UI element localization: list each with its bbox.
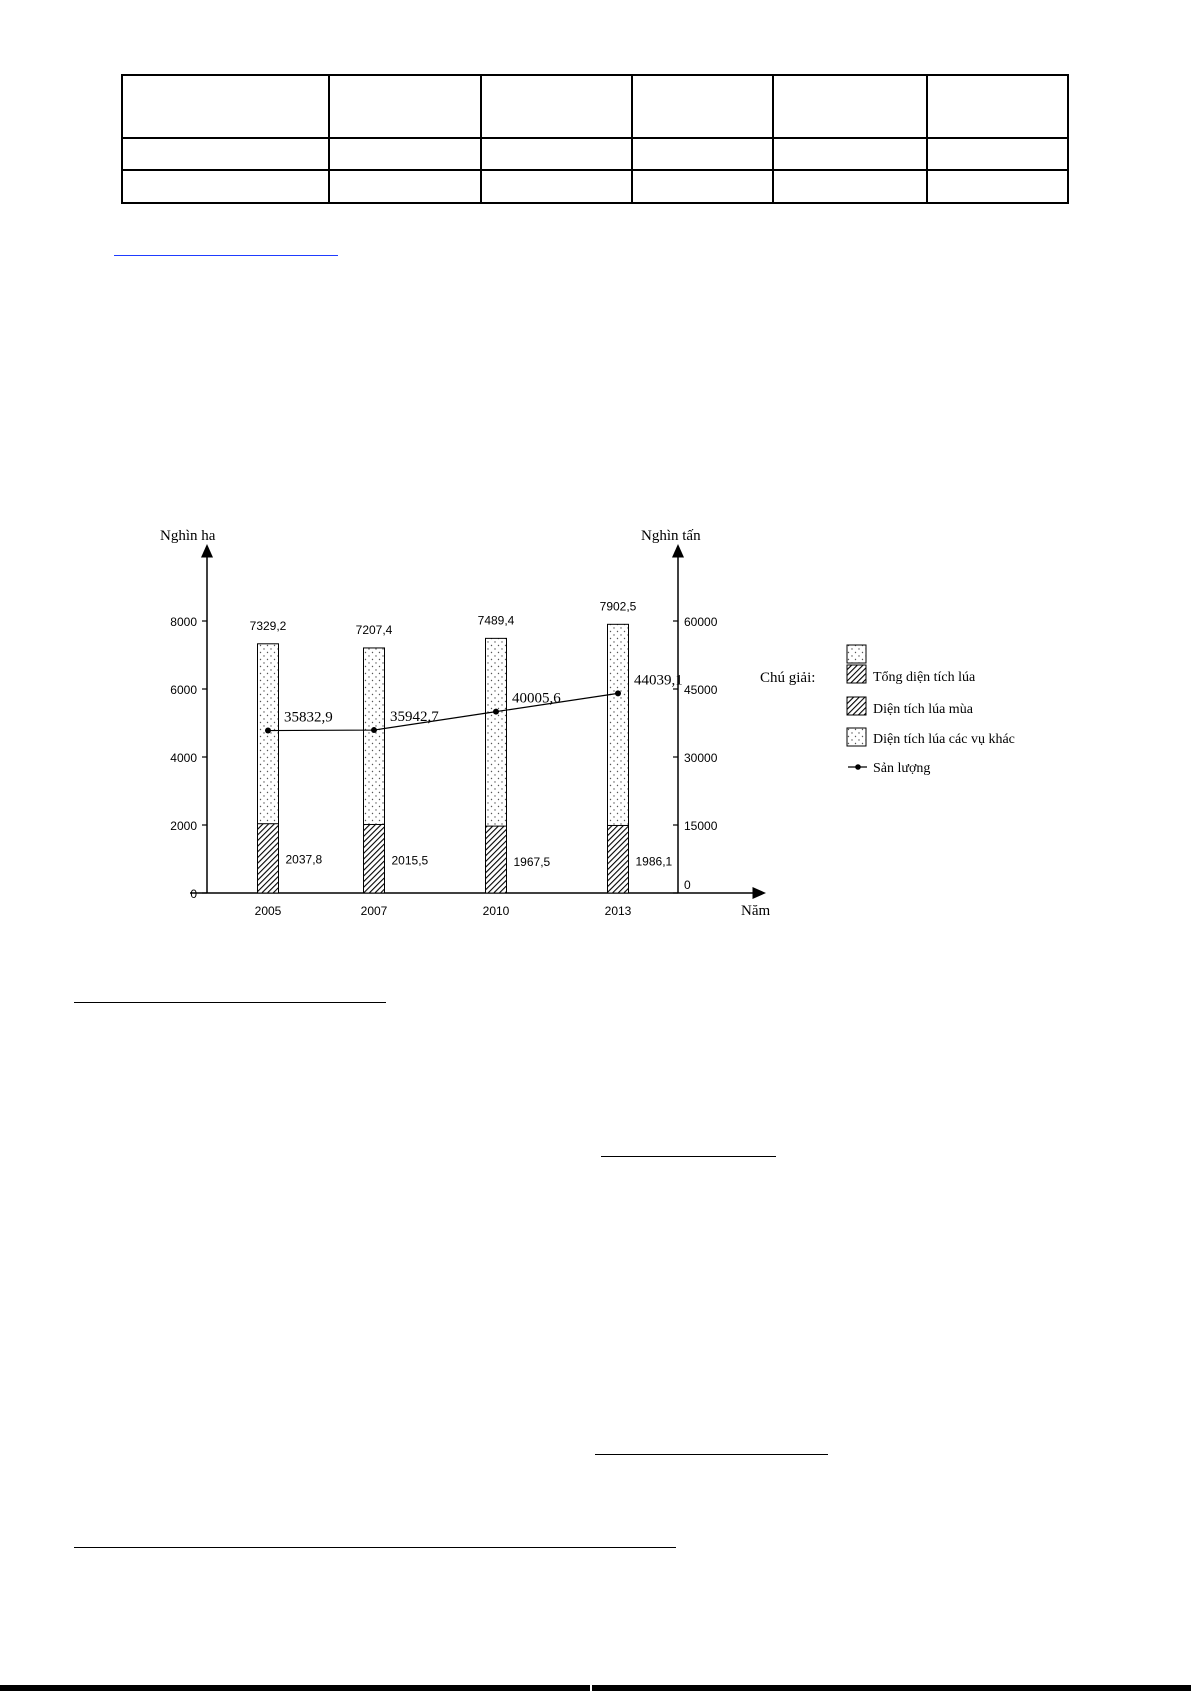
y-left-tick-label: 6000 xyxy=(170,683,197,697)
production-point xyxy=(493,709,499,715)
legend-label-total: Tổng diện tích lúa xyxy=(873,670,976,685)
footnote-separator xyxy=(74,1547,676,1548)
legend-swatch-other-crops xyxy=(847,728,866,746)
bar-total-value-label: 7207,4 xyxy=(355,622,393,637)
underline-rule-3 xyxy=(595,1454,828,1455)
bar-main-crop-value-label: 2037,8 xyxy=(285,852,323,867)
legend-label-other-crops: Diện tích lúa các vụ khác xyxy=(873,732,1015,747)
legend-swatch-main-crop xyxy=(847,697,866,715)
bar-total-value-label: 7489,4 xyxy=(477,613,515,628)
bar-main-crop-area xyxy=(608,825,629,893)
y-left-tick-label: 4000 xyxy=(170,751,197,765)
production-value-label: 35942,7 xyxy=(390,709,439,726)
production-point xyxy=(265,728,271,734)
x-tick-label: 2007 xyxy=(360,904,388,918)
production-value-label: 35832,9 xyxy=(284,709,333,726)
y-right-tick-label: 0 xyxy=(684,878,691,892)
y-right-tick-label: 30000 xyxy=(684,751,718,765)
bar-main-crop-value-label: 1986,1 xyxy=(635,854,673,869)
y-right-tick-label: 45000 xyxy=(684,683,718,697)
bar-main-crop-value-label: 2015,5 xyxy=(391,853,429,868)
y-left-tick-label: 8000 xyxy=(170,615,197,629)
y-right-tick-label: 60000 xyxy=(684,615,718,629)
bar-main-crop-area xyxy=(364,824,385,893)
legend-label-production: Sản lượng xyxy=(873,761,931,776)
underline-rule-2 xyxy=(601,1156,776,1157)
legend-label-main-crop: Diện tích lúa mùa xyxy=(873,702,973,717)
legend-swatch-dotted-top xyxy=(847,645,866,663)
x-axis-title: Năm xyxy=(741,903,771,919)
bar-total-value-label: 7329,2 xyxy=(249,618,287,633)
production-point xyxy=(615,690,621,696)
bar-main-crop-value-label: 1967,5 xyxy=(513,855,551,870)
page-bottom-bar xyxy=(0,1678,1191,1685)
legend-line-dot xyxy=(855,764,861,770)
bar-total-value-label: 7902,5 xyxy=(599,599,637,614)
x-tick-label: 2005 xyxy=(254,904,282,918)
x-tick-label: 2010 xyxy=(482,904,510,918)
production-point xyxy=(371,727,377,733)
chart-legend xyxy=(760,645,1015,776)
y-axis-left-title: Nghìn ha xyxy=(160,528,216,544)
legend-swatch-total xyxy=(847,665,866,683)
y-axis-right-title: Nghìn tấn xyxy=(641,528,701,544)
production-value-label: 40005,6 xyxy=(512,690,561,707)
legend-title: Chú giải: xyxy=(760,670,816,686)
y-left-tick-label: 0 xyxy=(190,887,197,901)
y-right-tick-label: 15000 xyxy=(684,819,718,833)
underline-rule-1 xyxy=(74,1002,386,1003)
bar-main-crop-area xyxy=(258,824,279,893)
bar-main-crop-area xyxy=(486,826,507,893)
production-value-label: 44039,1 xyxy=(634,672,683,689)
x-tick-label: 2013 xyxy=(604,904,632,918)
y-left-tick-label: 2000 xyxy=(170,819,197,833)
